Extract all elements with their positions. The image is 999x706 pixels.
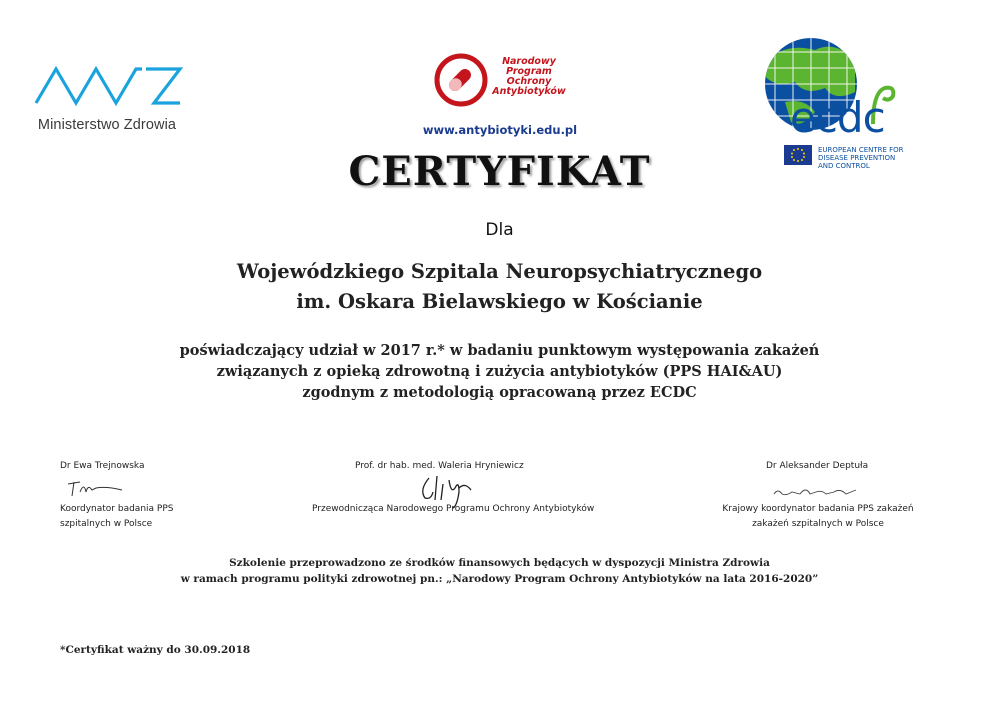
npoa-url: www.antybiotyki.edu.pl (422, 123, 578, 137)
ministry-name: Ministerstwo Zdrowia (37, 117, 177, 133)
signatory-name: Prof. dr hab. med. Waleria Hryniewicz (355, 461, 524, 471)
funding-note-line2: w ramach programu polityki zdrowotnej pn.: „Narodowy Program Ochrony Antybiotyków na lata 2016-2020” (180, 573, 819, 585)
signatory-role (60, 502, 173, 532)
ecdc-subtitle-line: AND CONTROL (818, 162, 870, 170)
description-line3: zgodnym z metodologią opracowaną przez ECDC (302, 384, 697, 401)
signatory-role-line: Krajowy koordynator badania PPS zakażeń (722, 504, 914, 514)
ecdc-subtitle-line: EUROPEAN CENTRE FOR (818, 146, 904, 154)
signatory-role (712, 502, 924, 532)
description-line2: związanych z opieką zdrowotną i zużycia antybiotyków (PPS HAI&AU) (216, 363, 783, 380)
signatory-role-line: szpitalnych w Polsce (60, 519, 153, 529)
hospital-name-line1: Wojewódzkiego Szpitala Neuropsychiatrycznego (236, 260, 763, 283)
signatory-name: Dr Aleksander Deptuła (766, 461, 869, 471)
npoa-line: Program (506, 66, 552, 77)
funding-note-line1: Szkolenie przeprowadzono ze środków finansowych będących w dyspozycji Ministra Zdrowia (229, 557, 770, 569)
npoa-name (474, 57, 584, 97)
signatory-role-line: Koordynator badania PPS (60, 504, 174, 514)
signatory-name: Dr Ewa Trejnowska (60, 461, 145, 471)
signatory-role-line: zakażeń szpitalnych w Polsce (752, 519, 884, 529)
npoa-line: Narodowy (502, 56, 556, 67)
hospital-name-line2: im. Oskara Bielawskiego w Kościanie (296, 290, 703, 313)
npoa-line: Ochrony (506, 76, 552, 87)
ecdc-subtitle-line: DISEASE PREVENTION (818, 154, 896, 162)
signature-deptula (770, 482, 860, 500)
description-line1: poświadczający udział w 2017 r.* w badaniu punktowym występowania zakażeń (179, 342, 820, 359)
npoa-line: Antybiotyków (492, 86, 566, 97)
validity-note: *Certyfikat ważny do 30.09.2018 (60, 644, 251, 656)
signature-trejnowska (66, 478, 126, 500)
signatory-role: Przewodnicząca Narodowego Programu Ochrony Antybiotyków (312, 504, 595, 514)
certificate-title: CERTYFIKAT (348, 148, 651, 195)
ecdc-wordmark: ecdc (790, 93, 885, 142)
for-label: Dla (485, 220, 514, 240)
